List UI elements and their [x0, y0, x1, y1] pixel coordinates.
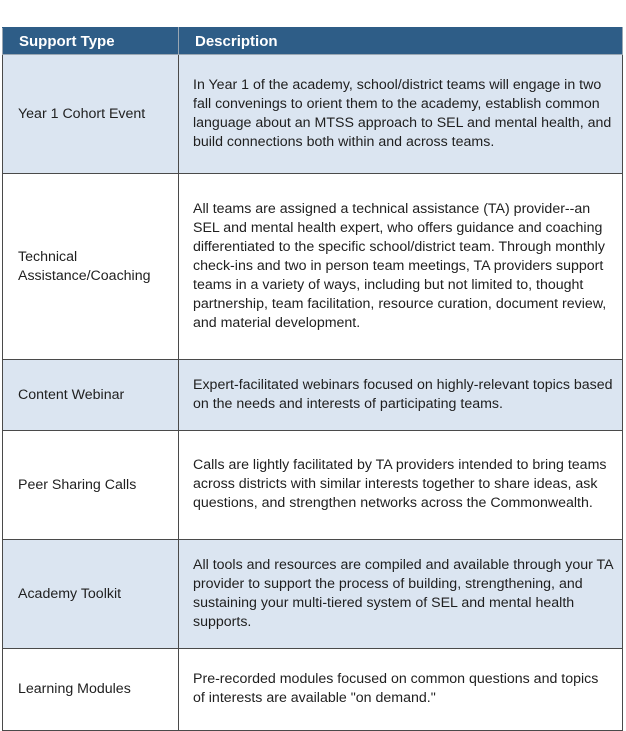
header-description: Description: [179, 28, 623, 55]
description-cell: Calls are lightly facilitated by TA providers intended to bring teams across districts with similar interests together to share ideas, ask questions, and strengthen networks across the Commonwealth.: [179, 431, 623, 540]
support-type-cell: Peer Sharing Calls: [3, 431, 179, 540]
description-cell: Pre-recorded modules focused on common questions and topics of interests are available "on demand.": [179, 649, 623, 731]
description-cell: In Year 1 of the academy, school/district teams will engage in two fall convenings to orient them to the academy, establish common language about an MTSS approach to SEL and mental health, and build connections both within and across teams.: [179, 55, 623, 174]
support-type-cell: Learning Modules: [3, 649, 179, 731]
table-row: [3, 55, 623, 174]
description-cell: All teams are assigned a technical assistance (TA) provider--an SEL and mental health expert, who offers guidance and coaching differentiated to the specific school/district team. Through monthly check-ins and two in person team meetings, TA providers support teams in a variety of ways, including but not limited to, thought partnership, team facilitation, resource curation, document review, and material development.: [179, 174, 623, 360]
support-type-cell: Technical Assistance/Coaching: [3, 174, 179, 360]
support-type-cell: Content Webinar: [3, 360, 179, 431]
support-type-cell: Year 1 Cohort Event: [3, 55, 179, 174]
support-types-table-container: [2, 27, 622, 731]
header-support-type: Support Type: [3, 28, 179, 55]
support-type-cell: Academy Toolkit: [3, 540, 179, 649]
table-row: [3, 649, 623, 731]
table-row: [3, 174, 623, 360]
table-row: [3, 360, 623, 431]
table-header-row: [3, 28, 623, 55]
table-row: [3, 540, 623, 649]
support-types-table: [2, 27, 623, 731]
description-cell: All tools and resources are compiled and available through your TA provider to support the process of building, strengthening, and sustaining your multi-tiered system of SEL and mental health supports.: [179, 540, 623, 649]
description-cell: Expert-facilitated webinars focused on highly-relevant topics based on the needs and interests of participating teams.: [179, 360, 623, 431]
table-row: [3, 431, 623, 540]
